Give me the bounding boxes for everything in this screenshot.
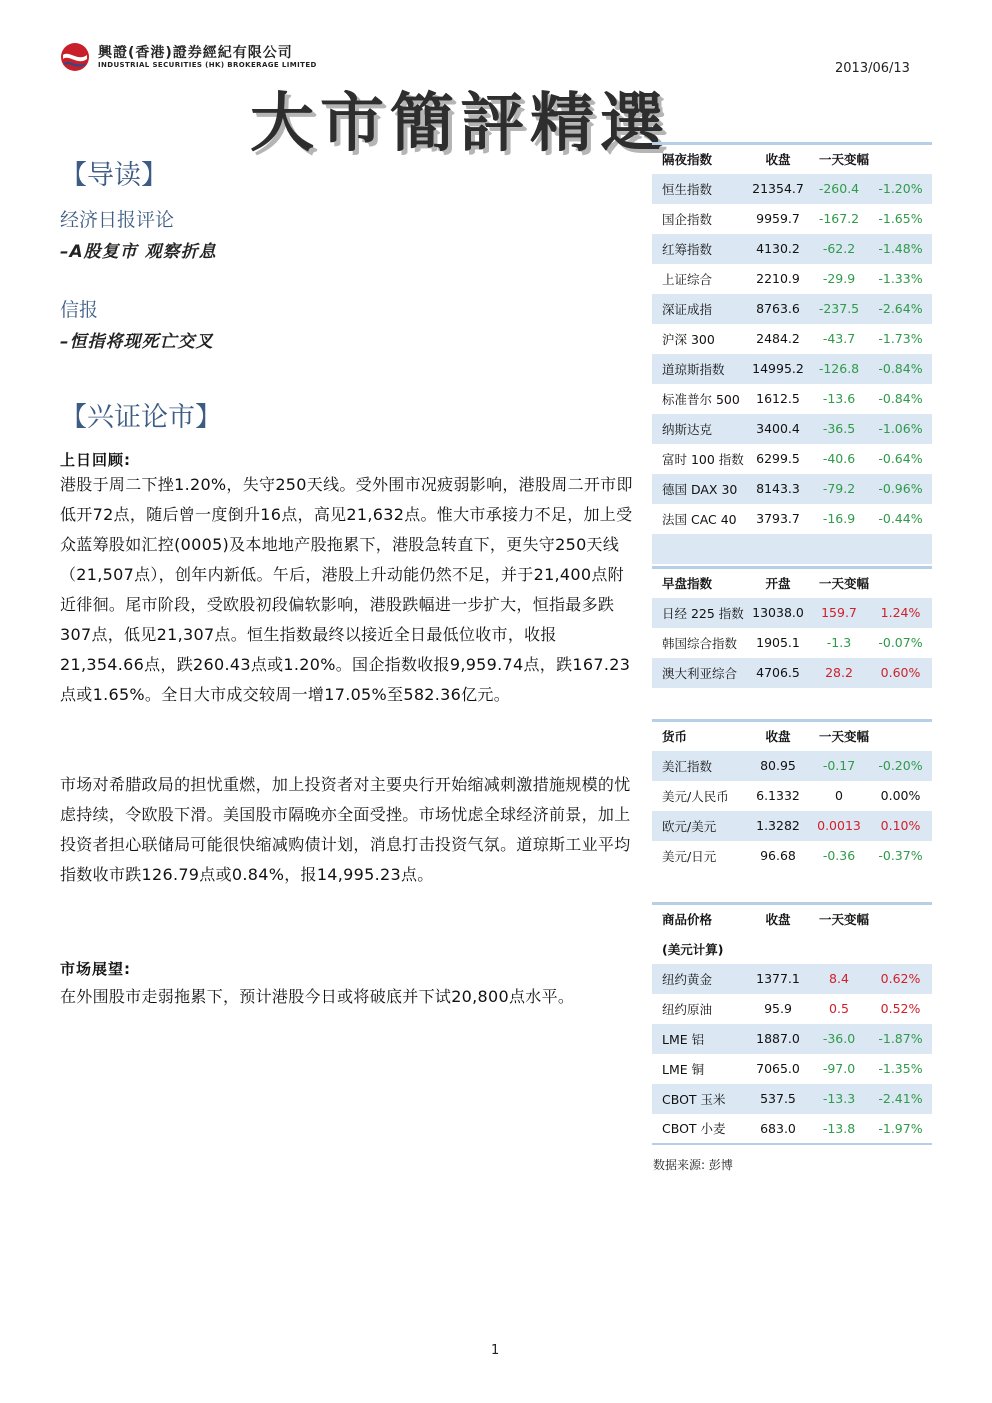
row-change-pct: 0.00% (880, 788, 921, 803)
table-header-cell: 隔夜指数 (662, 152, 713, 168)
row-close: 1887.0 (747, 1024, 809, 1054)
review-paragraph-2: 市场对希腊政局的担忧重燃，加上投资者对主要央行开始缩减刺激措施规模的忧虑持续，令欧股下滑。美国股市隔晚亦全面受挫。市场忧虑全球经济前景，加上投资者担心联储局可能很快缩减购债计划，消息打击投资气氛。道琼斯工业平均指数收市跌126.79点或0.84%，报14,995.23点。 (60, 775, 631, 884)
table-row (652, 811, 932, 841)
table-header-cell (869, 144, 932, 174)
row-name: 纽约黄金 (652, 964, 747, 994)
table-row (652, 628, 932, 658)
table-header-row (652, 568, 932, 598)
row-change: -260.4 (809, 174, 869, 204)
row-close: 8763.6 (747, 294, 809, 324)
row-close: 3793.7 (756, 511, 800, 526)
row-change-pct: 0.52% (880, 1001, 921, 1016)
row-change-pct: 0.60% (869, 658, 932, 688)
row-name: 欧元/美元 (652, 811, 747, 841)
table-header-cell: 一天变幅 (818, 576, 869, 592)
company-name-cn: 興證(香港)證券經紀有限公司 (98, 45, 293, 61)
guide-item2-subtitle: –恒指将现死亡交叉 (60, 332, 214, 352)
outlook-paragraph: 在外围股市走弱拖累下，预计港股今日或将破底并下试20,800点水平。 (60, 987, 575, 1006)
table-row (652, 994, 932, 1024)
row-change: -36.0 (809, 1024, 869, 1054)
row-name: 日经 225 指数 (652, 598, 747, 628)
table-row (652, 414, 932, 444)
table-header-cell: 一天变幅 (818, 912, 869, 928)
row-close: 683.0 (760, 1120, 796, 1136)
table-subheader-row (652, 934, 932, 964)
table-row (652, 384, 932, 414)
guide-heading: 【导读】 (60, 160, 168, 191)
row-name: 美元/人民币 (662, 788, 729, 804)
row-change: 0 (835, 788, 843, 803)
row-close: 4706.5 (747, 658, 809, 688)
table-header-cell: 一天变幅 (818, 152, 869, 168)
row-close: 6299.5 (756, 451, 800, 466)
row-change: -79.2 (809, 474, 869, 504)
row-change: -16.9 (822, 511, 856, 526)
guide-item2-title: 信报 (60, 299, 99, 321)
row-name: 纳斯达克 (652, 414, 747, 444)
row-name: 美元/日元 (662, 848, 717, 864)
row-change-pct: -1.97% (878, 1120, 923, 1136)
row-change: -13.8 (822, 1120, 856, 1136)
report-date: 2013/06/13 (835, 61, 910, 76)
row-name: CBOT 小麦 (662, 1121, 726, 1136)
row-change: 28.2 (809, 658, 869, 688)
guide-item1-title: 经济日报评论 (60, 209, 175, 231)
row-close: 13038.0 (747, 598, 809, 628)
row-change-pct: -0.20% (869, 751, 932, 781)
currency-table (652, 719, 932, 871)
table-header-cell: 一天变幅 (818, 729, 869, 745)
company-logo (60, 40, 360, 74)
row-close: 2484.2 (756, 331, 800, 346)
table-header-cell: 货币 (662, 729, 688, 745)
table-header-cell (869, 721, 932, 751)
table-row (652, 1114, 932, 1144)
row-close: 9959.7 (756, 211, 800, 226)
row-close: 80.95 (747, 751, 809, 781)
row-close: 1905.1 (756, 635, 800, 650)
row-change: -0.36 (822, 848, 856, 863)
row-change: -0.17 (809, 751, 869, 781)
row-name: 纽约原油 (662, 1001, 713, 1017)
table-header-row (652, 144, 932, 174)
row-close: 21354.7 (747, 174, 809, 204)
row-change: -43.7 (822, 331, 856, 346)
row-close: 6.1332 (756, 788, 800, 803)
row-change: -1.3 (826, 635, 852, 650)
row-close: 2210.9 (756, 271, 800, 286)
row-name: 美汇指数 (652, 751, 747, 781)
table-header-cell: 开盘 (765, 576, 791, 592)
table-row (652, 1054, 932, 1084)
row-name: 富时 100 指数 (662, 451, 744, 467)
row-change-pct: -0.44% (878, 511, 923, 526)
table-header-cell (869, 568, 932, 598)
table-header-row (652, 721, 932, 751)
row-change-pct: -1.06% (869, 414, 932, 444)
row-name: 上证综合 (662, 271, 713, 287)
data-source: 数据来源: 彭博 (653, 1158, 733, 1172)
row-change-pct: 0.10% (869, 811, 932, 841)
row-change: 0.5 (829, 1001, 849, 1016)
row-close: 4130.2 (747, 234, 809, 264)
table-row (652, 1084, 932, 1114)
row-name: CBOT 玉米 (652, 1084, 747, 1114)
row-change-pct: -0.96% (869, 474, 932, 504)
company-logo-icon (60, 42, 90, 72)
table-row (652, 174, 932, 204)
row-name: 沪深 300 (662, 331, 715, 347)
table-header-cell: 商品价格 (662, 912, 713, 928)
row-change-pct: -0.07% (878, 635, 923, 650)
table-row (652, 841, 932, 871)
row-change-pct: -1.65% (878, 211, 923, 226)
row-change: -237.5 (809, 294, 869, 324)
overnight-index-table (652, 142, 932, 564)
row-name: LME 铝 (652, 1024, 747, 1054)
row-name: 恒生指数 (652, 174, 747, 204)
row-change-pct: -1.87% (869, 1024, 932, 1054)
row-change-pct: -0.84% (878, 391, 923, 406)
morning-index-table (652, 566, 932, 688)
table-row (652, 658, 932, 688)
outlook-label: 市场展望: (60, 960, 131, 978)
row-name: 法国 CAC 40 (662, 511, 737, 527)
row-change: -36.5 (809, 414, 869, 444)
table-header-row (652, 904, 932, 934)
row-close: 96.68 (760, 848, 796, 863)
guide-item1-subtitle: –A股复市 观察折息 (60, 242, 217, 262)
row-close: 1.3282 (747, 811, 809, 841)
row-name: LME 铜 (662, 1061, 705, 1077)
row-name: 德国 DAX 30 (652, 474, 747, 504)
table-row (652, 1024, 932, 1054)
row-close: 95.9 (764, 1001, 792, 1016)
row-change-pct: -0.37% (878, 848, 923, 863)
table-row (652, 204, 932, 234)
table-row (652, 781, 932, 811)
table-row (652, 504, 932, 534)
row-change: -126.8 (809, 354, 869, 384)
row-change: -97.0 (822, 1061, 856, 1076)
row-name: 深证成指 (652, 294, 747, 324)
row-name: 澳大利亚综合 (652, 658, 747, 688)
table-row (652, 474, 932, 504)
row-change: -167.2 (818, 211, 860, 226)
review-label: 上日回顾: (60, 451, 131, 469)
table-row (652, 324, 932, 354)
row-name: 红筹指数 (652, 234, 747, 264)
row-change: 159.7 (809, 598, 869, 628)
table-subheader-cell: (美元计算) (662, 941, 724, 957)
table-row (652, 294, 932, 324)
row-change: 0.0013 (809, 811, 869, 841)
row-name: 标准普尔 500 (662, 391, 740, 407)
row-change-pct: 0.62% (869, 964, 932, 994)
row-change-pct: -1.20% (869, 174, 932, 204)
row-close: 14995.2 (747, 354, 809, 384)
table-header-cell: 早盘指数 (662, 576, 713, 592)
market-heading: 【兴证论市】 (60, 402, 222, 433)
table-row (652, 598, 932, 628)
row-close: 1377.1 (747, 964, 809, 994)
table-row (652, 444, 932, 474)
review-paragraph-1: 港股于周二下挫1.20%，失守250天线。受外围市况疲弱影响，港股周二开市即低开72点，随后曾一度倒升16点，高见21,632点。惟大市承接力不足，加上受众蓝筹股如汇控(0005)及本地地产股拖累下，港股急转直下，更失守250天线（21,507点），创年内新低。午后，港股上升动能仍然不足，并于21,400点附近徘徊。尾市阶段，受欧股初段偏软影响，港股跌幅进一步扩大，恒指最多跌307点，低见21,307点。恒生指数最终以接近全日最低位收市，收报21,354.66点，跌260.43点或1.20%。国企指数收报9,959.74点，跌167.23点或1.65%。全日大市成交较周一增17.05%至582.36亿元。 (60, 475, 633, 704)
row-close: 8143.3 (747, 474, 809, 504)
row-close: 1612.5 (756, 391, 800, 406)
row-change-pct: -1.48% (869, 234, 932, 264)
row-change: 8.4 (809, 964, 869, 994)
company-name-en: INDUSTRIAL SECURITIES (HK) BROKERAGE LIMITED (98, 61, 317, 69)
row-change-pct: -0.84% (869, 354, 932, 384)
table-row (652, 964, 932, 994)
table-row (652, 354, 932, 384)
table-row (652, 234, 932, 264)
table-spacer-row (652, 534, 932, 564)
row-name: 韩国综合指数 (662, 635, 738, 651)
row-change: -13.6 (822, 391, 856, 406)
row-close: 537.5 (747, 1084, 809, 1114)
row-change-pct: -0.64% (878, 451, 923, 466)
row-change: -13.3 (809, 1084, 869, 1114)
table-header-cell: 收盘 (765, 152, 791, 168)
row-close: 7065.0 (756, 1061, 800, 1076)
row-change-pct: -2.64% (869, 294, 932, 324)
row-change-pct: -1.73% (878, 331, 923, 346)
table-header-cell: 收盘 (765, 912, 791, 928)
table-header-cell: 收盘 (765, 729, 791, 745)
row-change: -29.9 (822, 271, 856, 286)
page-title: 大市簡評精選 (250, 87, 670, 161)
table-row (652, 751, 932, 781)
row-name: 道琼斯指数 (652, 354, 747, 384)
commodity-table (652, 902, 932, 1145)
row-close: 3400.4 (747, 414, 809, 444)
row-change-pct: 1.24% (869, 598, 932, 628)
row-change-pct: -1.35% (878, 1061, 923, 1076)
row-change: -62.2 (809, 234, 869, 264)
page-number: 1 (491, 1343, 500, 1358)
table-row (652, 264, 932, 294)
row-change-pct: -2.41% (869, 1084, 932, 1114)
table-header-cell (869, 904, 932, 934)
row-change: -40.6 (822, 451, 856, 466)
row-change-pct: -1.33% (878, 271, 923, 286)
row-name: 国企指数 (662, 211, 713, 227)
